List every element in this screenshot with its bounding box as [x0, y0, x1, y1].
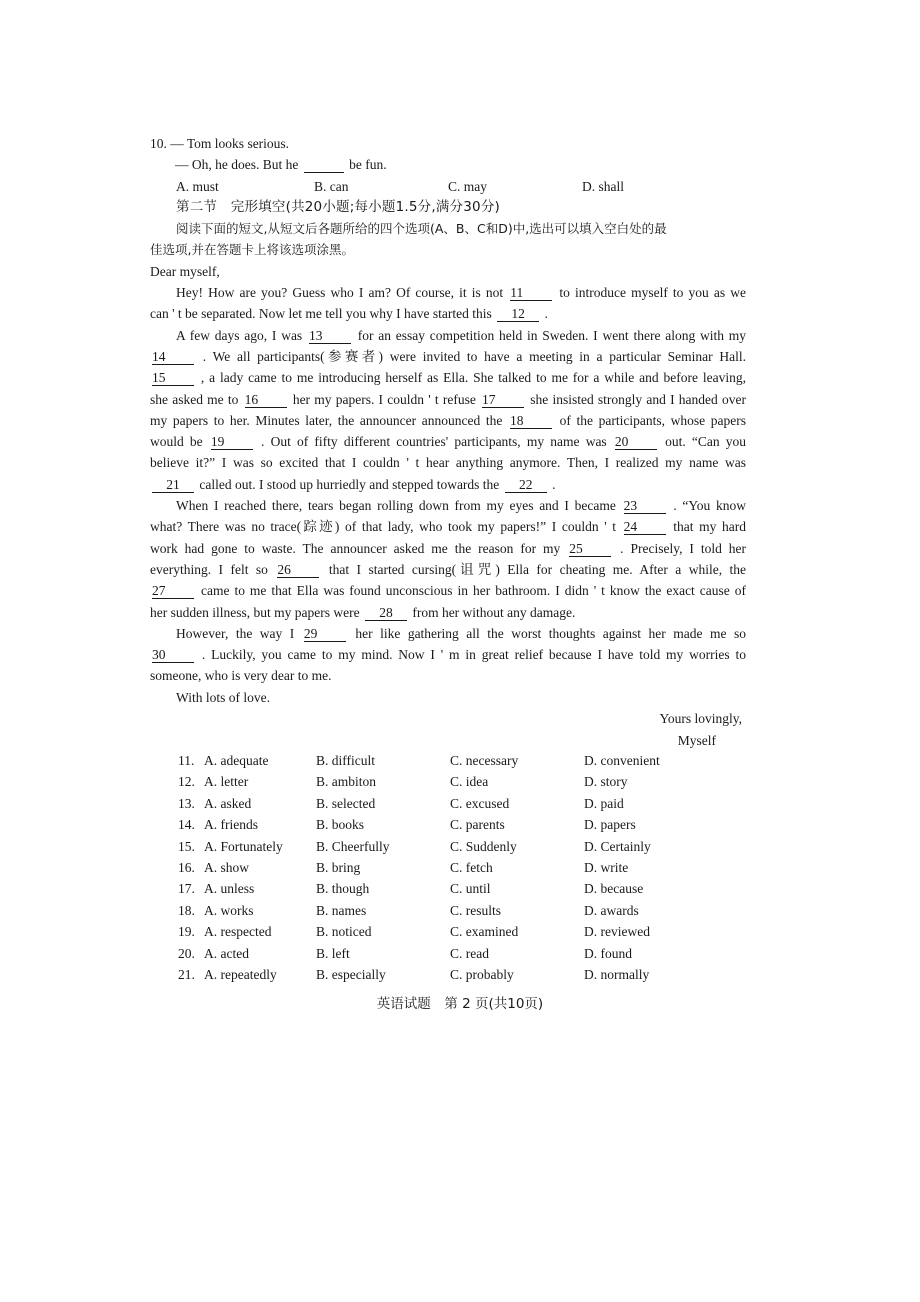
- section-instruction-2: 佳选项,并在答题卡上将该选项涂黑。: [150, 242, 354, 258]
- option-number: 16.: [178, 859, 195, 875]
- option-a: A. unless: [204, 881, 255, 897]
- letter-body: [150, 282, 746, 687]
- option-b: B. ambiton: [316, 774, 376, 790]
- signature-yours: Yours lovingly,: [659, 711, 742, 726]
- page-footer: 英语试题 第 2 页(共10页): [376, 996, 544, 1012]
- letter-text: , a lady came to me introducing herself as Ella. She talked to me for a while and before leaving,: [200, 370, 747, 386]
- option-a: A. asked: [204, 795, 252, 811]
- option-b: B. especially: [316, 966, 386, 982]
- letter-text: that I started cursing(诅咒) Ella for cheating me. After a while, the: [328, 561, 747, 577]
- option-number: 19.: [178, 924, 195, 940]
- cloze-blank: 29: [304, 626, 346, 642]
- letter-text: everything. I felt so: [150, 561, 276, 577]
- letter-text: someone, who is very dear to me.: [150, 668, 332, 684]
- cloze-blank: 18: [510, 413, 552, 429]
- option-d: D. story: [584, 774, 628, 790]
- letter-line: [150, 282, 746, 303]
- option-d: D. found: [584, 945, 632, 961]
- option-c: C. idea: [450, 774, 489, 790]
- option-row: [178, 857, 738, 878]
- cloze-blank: 19: [211, 434, 253, 450]
- q10-options: [150, 176, 746, 197]
- option-b: B. difficult: [316, 753, 375, 768]
- signature-myself: Myself: [677, 733, 716, 748]
- option-c: C. read: [450, 945, 489, 961]
- option-c: C. Suddenly: [450, 838, 517, 854]
- option-a: A. respected: [204, 924, 272, 940]
- option-row: [178, 771, 738, 792]
- option-row: [178, 814, 738, 835]
- letter-line: [150, 538, 746, 559]
- q10-sentence-pre: — Oh, he does. But he: [175, 157, 299, 173]
- letter-closing: With lots of love.: [176, 689, 270, 705]
- letter-line: [150, 346, 746, 367]
- letter-line: [150, 452, 746, 473]
- letter-text: work had gone to waste. The announcer asked me the reason for my: [150, 540, 568, 556]
- option-c: C. probably: [450, 966, 514, 982]
- letter-text: what? There was no trace(踪迹) of that lady, who took my papers!” I couldn ' t: [150, 519, 622, 535]
- option-b: B. noticed: [316, 924, 372, 940]
- q10-option-a: A. must: [176, 178, 219, 194]
- option-row: [178, 750, 738, 771]
- q10-sentence: [150, 154, 746, 175]
- letter-line: [150, 559, 746, 580]
- letter-line: [150, 495, 746, 516]
- option-d: D. because: [584, 881, 644, 897]
- option-c: C. necessary: [450, 753, 519, 768]
- letter-line: [150, 303, 746, 324]
- letter-text: came to me that Ella was found unconscious in her bathroom. I didn ' t know the exact cause of: [200, 583, 746, 599]
- letter-line: [150, 516, 746, 537]
- option-d: D. reviewed: [584, 924, 650, 940]
- q10-option-c: C. may: [448, 178, 487, 194]
- letter-text: her sudden illness, but my papers were: [150, 604, 363, 620]
- cloze-blank: 26: [277, 562, 319, 578]
- q10-option-b: B. can: [314, 178, 349, 194]
- letter-line: [150, 367, 746, 388]
- cloze-blank: 16: [245, 392, 287, 408]
- letter-text: Hey! How are you? Guess who I am? Of course, it is not: [176, 285, 509, 301]
- cloze-blank: 14: [152, 349, 194, 365]
- q10-sentence-post: be fun.: [349, 157, 387, 173]
- option-d: D. Certainly: [584, 838, 651, 854]
- letter-text: can ' t be separated. Now let me tell you why I have started this: [150, 306, 496, 322]
- letter-line: [150, 623, 746, 644]
- option-d: D. convenient: [584, 753, 660, 768]
- letter-text: . “You know: [673, 498, 747, 514]
- letter-text: When I reached there, tears began rolling down from my eyes and I became: [176, 498, 622, 514]
- option-number: 14.: [178, 817, 195, 833]
- section-instruction-1: 阅读下面的短文,从短文后各题所给的四个选项(A、B、C和D)中,选出可以填入空白处的最: [176, 221, 667, 237]
- cloze-blank: 21: [152, 477, 194, 493]
- letter-line: [150, 410, 746, 431]
- option-row: [178, 793, 738, 814]
- letter-text: out. “Can you: [665, 434, 747, 450]
- letter-text: . We all participants(参赛者) were invited to have a meeting in a particular Seminar Hall.: [202, 348, 746, 364]
- cloze-blank: 27: [152, 583, 194, 599]
- exam-text: [150, 133, 746, 708]
- option-b: B. names: [316, 902, 367, 918]
- section-title: 第二节 完形填空(共20小题;每小题1.5分,满分30分): [176, 198, 500, 215]
- option-a: A. friends: [204, 817, 258, 833]
- letter-text: of the participants, whose papers: [559, 412, 746, 428]
- letter-text: A few days ago, I was: [176, 327, 307, 343]
- cloze-blank: 23: [624, 498, 666, 514]
- option-c: C. parents: [450, 817, 505, 833]
- q10-blank: [304, 157, 344, 173]
- option-d: D. awards: [584, 902, 639, 918]
- letter-text: . Luckily, you came to my mind. Now I ' m in great relief because I have told my worries to: [201, 647, 747, 663]
- option-c: C. until: [450, 881, 491, 897]
- option-number: 17.: [178, 881, 195, 897]
- letter-text: However, the way I: [176, 625, 302, 641]
- letter-line: [150, 644, 746, 665]
- cloze-blank: 25: [569, 541, 611, 557]
- letter-text: .: [544, 306, 548, 322]
- option-number: 20.: [178, 945, 195, 961]
- option-c: C. excused: [450, 795, 510, 811]
- cloze-blank: 13: [309, 328, 351, 344]
- letter-text: .: [552, 476, 556, 492]
- letter-line: [150, 474, 746, 495]
- option-b: B. selected: [316, 795, 376, 811]
- option-d: D. papers: [584, 817, 636, 833]
- letter-line: [150, 580, 746, 601]
- cloze-blank: 24: [624, 519, 666, 535]
- letter-text: . Out of fifty different countries' participants, my name was: [261, 434, 613, 450]
- letter-text: she asked me to: [150, 391, 243, 407]
- option-row: [178, 921, 738, 942]
- letter-text: her my papers. I couldn ' t refuse: [292, 391, 481, 407]
- option-b: B. Cheerfully: [316, 838, 390, 854]
- option-a: A. letter: [204, 774, 249, 790]
- option-d: D. normally: [584, 966, 650, 982]
- option-a: A. works: [204, 902, 254, 918]
- letter-text: for an essay competition held in Sweden. I went there along with my: [357, 327, 746, 343]
- answer-options: [178, 750, 738, 985]
- option-a: A. repeatedly: [204, 966, 277, 982]
- cloze-blank: 17: [482, 392, 524, 408]
- cloze-blank: 30: [152, 647, 194, 663]
- option-a: A. adequate: [204, 753, 269, 768]
- option-number: 21.: [178, 966, 195, 982]
- cloze-blank: 28: [365, 605, 407, 621]
- option-b: B. left: [316, 945, 350, 961]
- letter-text: to introduce myself to you as we: [559, 285, 747, 301]
- letter-text: my papers to her. Minutes later, the announcer announced the: [150, 412, 508, 428]
- letter-line: [150, 389, 746, 410]
- cloze-blank: 15: [152, 370, 194, 386]
- letter-text: . Precisely, I told her: [620, 540, 747, 556]
- option-a: A. acted: [204, 945, 249, 961]
- letter-text: from her without any damage.: [412, 604, 576, 620]
- option-row: [178, 964, 738, 985]
- letter-line: [150, 602, 746, 623]
- option-c: C. fetch: [450, 859, 493, 875]
- letter-text: she insisted strongly and I handed over: [530, 391, 746, 407]
- option-c: C. results: [450, 902, 502, 918]
- option-row: [178, 836, 738, 857]
- option-b: B. though: [316, 881, 370, 897]
- option-row: [178, 900, 738, 921]
- option-number: 18.: [178, 902, 195, 918]
- letter-text: her like gathering all the worst thoughts against her made me so: [355, 625, 747, 641]
- option-row: [178, 943, 738, 964]
- option-a: A. Fortunately: [204, 838, 283, 854]
- option-number: 12.: [178, 774, 195, 790]
- option-a: A. show: [204, 859, 250, 875]
- option-number: 13.: [178, 795, 195, 811]
- cloze-blank: 20: [615, 434, 657, 450]
- q10-option-d: D. shall: [582, 178, 624, 194]
- letter-text: believe it?” I was so excited that I couldn ' t hear anything anymore. Then, I realized my name was: [150, 455, 746, 471]
- q10-stem: 10. — Tom looks serious.: [150, 136, 290, 151]
- letter-text: would be: [150, 434, 209, 450]
- option-number: 11.: [178, 753, 195, 768]
- letter-text: called out. I stood up hurriedly and stepped towards the: [199, 476, 503, 492]
- option-number: 15.: [178, 838, 195, 854]
- option-b: B. books: [316, 817, 365, 833]
- letter-salutation: Dear myself,: [150, 263, 220, 279]
- option-c: C. examined: [450, 924, 519, 940]
- letter-line: [150, 665, 746, 686]
- letter-line: [150, 325, 746, 346]
- option-row: [178, 878, 738, 899]
- cloze-blank: 11: [510, 285, 552, 301]
- option-b: B. bring: [316, 859, 361, 875]
- option-d: D. write: [584, 859, 629, 875]
- cloze-blank: 12: [497, 306, 539, 322]
- cloze-blank: 22: [505, 477, 547, 493]
- option-d: D. paid: [584, 795, 624, 811]
- letter-text: that my hard: [673, 519, 747, 535]
- letter-line: [150, 431, 746, 452]
